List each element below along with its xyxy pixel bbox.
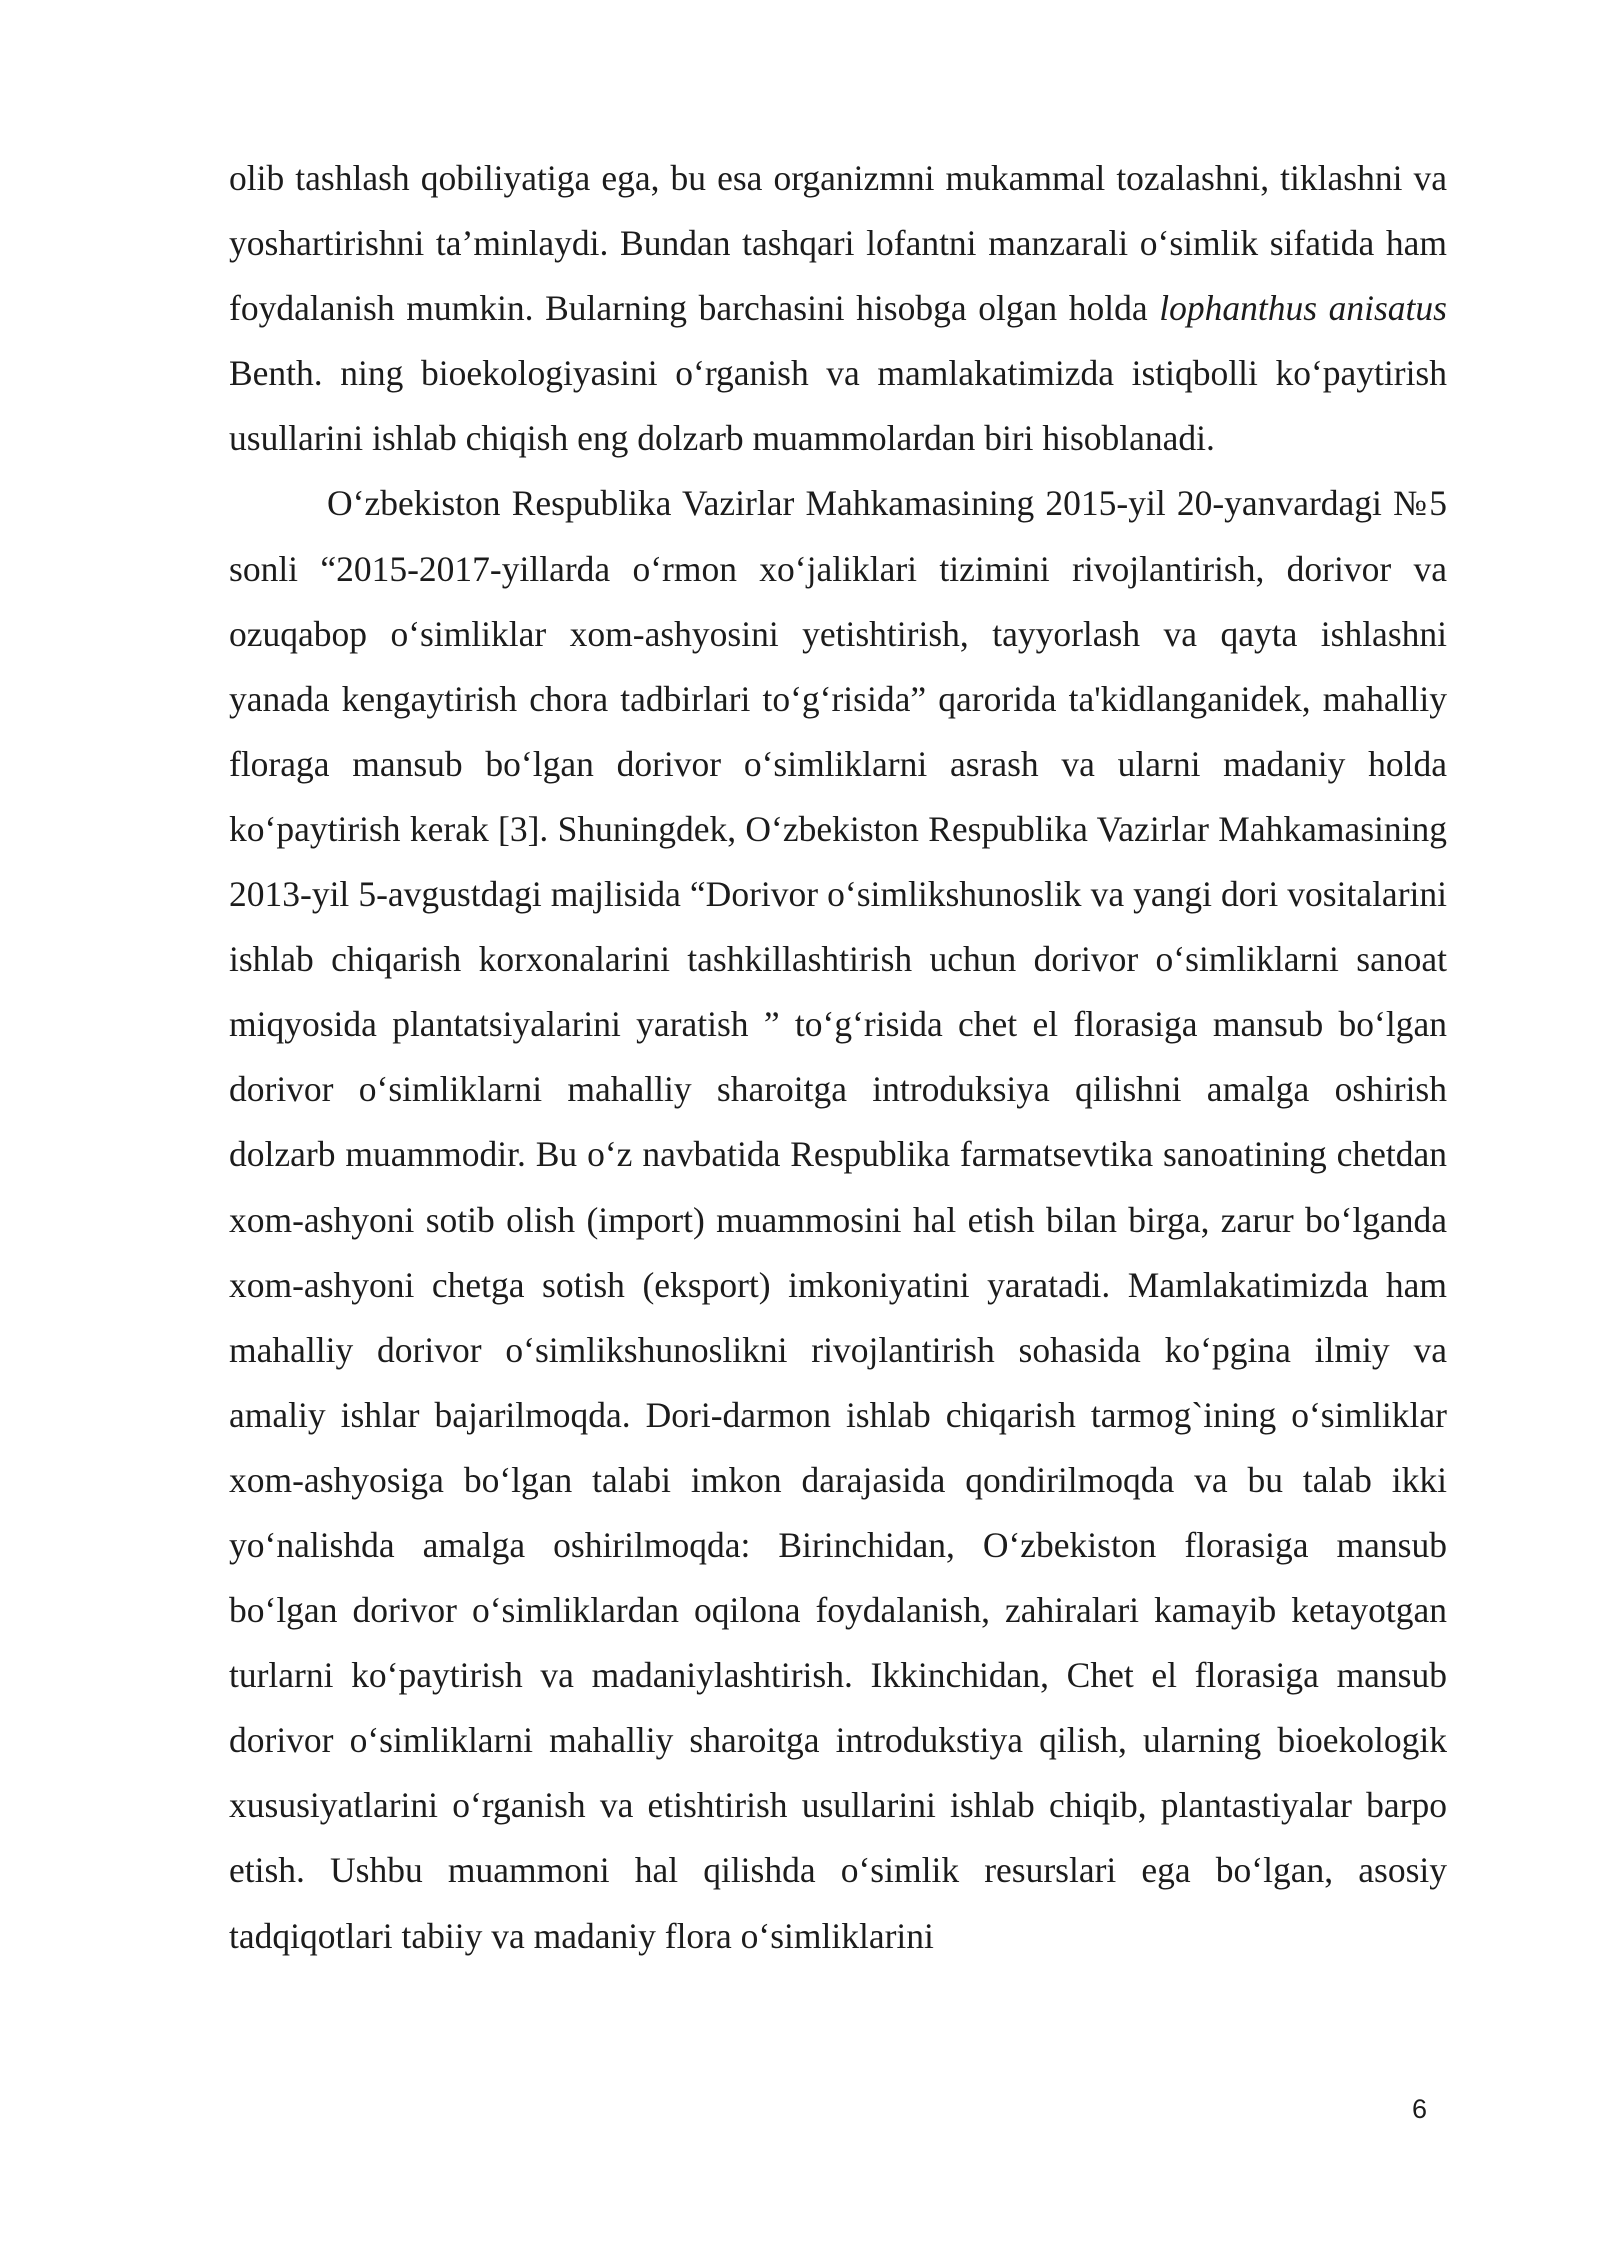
- body-text: [229, 146, 1447, 1969]
- species-name: lophanthus anisatus: [1159, 288, 1447, 329]
- paragraph-1-text-end: Benth. ning bioekologiyasini o‘rganish va mamlakatimizda istiqbolli ko‘paytirish usullarini ishlab chiqish eng dolzarb muammolardan biri hisoblanadi.: [229, 353, 1447, 459]
- page-number: 6: [1412, 2094, 1428, 2124]
- paragraph-2: O‘zbekiston Respublika Vazirlar Mahkamasining 2015-yil 20-yanvardagi №5 sonli “2015-2017-yillarda o‘rmon xo‘jaliklari tizimini rivojlantirish, dorivor va ozuqabop o‘simliklar xom-ashyosini yetishtirish, tayyorlash va qayta ishlashni yanada kengaytirish chora tadbirlari to‘g‘risida” qarorida ta'kidlanganidek, mahalliy floraga mansub bo‘lgan dorivor o‘simliklarni asrash va ularni madaniy holda ko‘paytirish kerak [3]. Shuningdek, O‘zbekiston Respublika Vazirlar Mahkamasining 2013-yil 5-avgustdagi majlisida “Dorivor o‘simlikshunoslik va yangi dori vositalarini ishlab chiqarish korxonalarini tashkillashtirish uchun dorivor o‘simliklarni sanoat miqyosida plantatsiyalarini yaratish ” to‘g‘risida chet el florasiga mansub bo‘lgan dorivor o‘simliklarni mahalliy sharoitga introduksiya qilishni amalga oshirish dolzarb muammodir. Bu o‘z navbatida Respublika farmatsevtika sanoatining chetdan xom-ashyoni sotib olish (import) muammosini hal etish bilan birga, zarur bo‘lganda xom-ashyoni chetga sotish (eksport) imkoniyatini yaratadi. Mamlakatimizda ham mahalliy dorivor o‘simlikshunoslikni rivojlantirish sohasida ko‘pgina ilmiy va amaliy ishlar bajarilmoqda. Dori-darmon ishlab chiqarish tarmog`ining o‘simliklar xom-ashyosiga bo‘lgan talabi imkon darajasida qondirilmoqda va bu talab ikki yo‘nalishda amalga oshirilmoqda: Birinchidan, O‘zbekiston florasiga mansub bo‘lgan dorivor o‘simliklardan oqilona foydalanish, zahiralari kamayib ketayotgan turlarni ko‘paytirish va madaniylashtirish. Ikkinchidan, Chet el florasiga mansub dorivor o‘simliklarni mahalliy sharoitga introdukstiya qilish, ularning bioekologik xususiyatlarini o‘rganish va etishtirish usullarini ishlab chiqib, plantastiyalar barpo etish. Ushbu muammoni hal qilishda o‘simlik resurslari ega bo‘lgan, asosiy tadqiqotlari tabiiy va madaniy flora o‘simliklarini: [229, 483, 1447, 1956]
- paragraph-1: [229, 146, 1447, 471]
- paragraph-1-text-start: olib tashlash qobiliyatiga ega, bu esa organizmni mukammal tozalashni, tiklashni va yoshartirishni ta’minlaydi. Bundan tashqari lofantni manzarali o‘simlik sifatida ham foydalanish mumkin. Bularning barchasini hisobga olgan holda: [229, 158, 1447, 329]
